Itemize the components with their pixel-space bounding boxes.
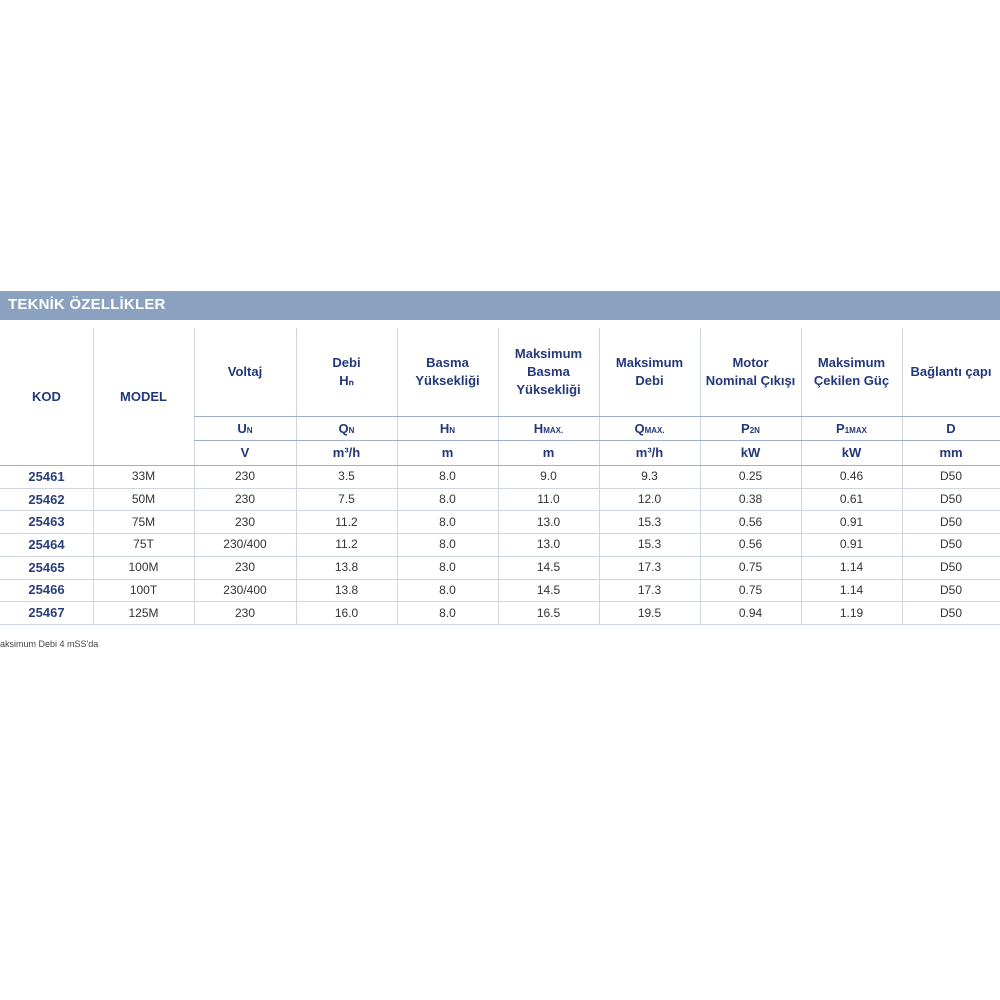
table-cell: 1.19: [839, 605, 864, 620]
symbol-subscript: MAX.: [644, 426, 665, 435]
table-cell: 8.0: [439, 605, 456, 620]
column-unit: m³/h: [635, 445, 664, 460]
symbol-subscript: N: [348, 426, 355, 435]
table-cell: 0.94: [738, 605, 763, 620]
table-cell: 7.5: [338, 492, 355, 507]
table-cell: 3.5: [338, 469, 355, 484]
table-cell: 230: [234, 560, 256, 575]
symbol-main: H: [439, 420, 450, 436]
column-divider: [498, 328, 499, 624]
column-header: Maksimum Çekilen Güç: [813, 355, 890, 388]
row-code: 25461: [28, 468, 65, 484]
table-cell: 125M: [128, 605, 159, 620]
table-cell: 0.75: [738, 560, 763, 575]
column-symbol: [902, 416, 1000, 440]
table-cell: 0.25: [738, 469, 763, 484]
table-cell: 0.91: [839, 537, 864, 552]
column-divider: [296, 328, 297, 624]
table-cell: 8.0: [439, 492, 456, 507]
table-cell: 1.14: [839, 582, 864, 597]
column-symbol: [194, 416, 296, 440]
row-code: 25465: [28, 559, 65, 575]
column-unit: kW: [841, 445, 862, 460]
column-header: Bağlantı çapı: [910, 364, 992, 379]
table-cell: 8.0: [439, 560, 456, 575]
symbol-subscript: 1MAX: [844, 426, 867, 435]
column-unit: m³/h: [332, 445, 361, 460]
table-cell: 14.5: [536, 560, 561, 575]
table-cell: 0.91: [839, 514, 864, 529]
table-cell: 17.3: [637, 560, 662, 575]
row-divider: [0, 624, 1000, 625]
table-cell: D50: [939, 582, 962, 597]
title-bar: [0, 291, 1000, 320]
column-symbol: [296, 416, 397, 440]
symbol-main: U: [237, 420, 247, 436]
column-symbol: [498, 416, 599, 440]
table-cell: 13.0: [536, 514, 561, 529]
table-cell: 100M: [128, 560, 159, 575]
symbol-main: Q: [338, 420, 349, 436]
symbol-subscript: 2N: [749, 426, 760, 435]
table-cell: 230/400: [223, 582, 267, 597]
symbol-divider: [194, 440, 1000, 441]
table-cell: 8.0: [439, 582, 456, 597]
table-cell: 12.0: [637, 492, 662, 507]
table-cell: 0.38: [738, 492, 763, 507]
table-cell: 13.8: [334, 560, 359, 575]
table-cell: 33M: [131, 469, 156, 484]
table-cell: D50: [939, 605, 962, 620]
symbol-subscript: MAX.: [543, 426, 564, 435]
column-symbol: [700, 416, 801, 440]
table-cell: 0.61: [839, 492, 864, 507]
table-title: TEKNİK ÖZELLİKLER: [8, 296, 166, 313]
table-cell: 11.2: [335, 537, 358, 552]
table-cell: 100T: [129, 582, 158, 597]
column-header: Debi Hₙ: [332, 355, 361, 388]
column-unit: m: [441, 445, 454, 460]
table-cell: 15.3: [637, 514, 662, 529]
column-header: Basma Yüksekliği: [415, 355, 480, 388]
table-cell: 8.0: [439, 537, 456, 552]
table-cell: 19.5: [637, 605, 662, 620]
column-divider: [599, 328, 600, 624]
column-divider: [93, 328, 94, 624]
table-cell: D50: [939, 492, 962, 507]
table-cell: 0.75: [738, 582, 763, 597]
table-cell: D50: [939, 469, 962, 484]
table-cell: 13.8: [334, 582, 359, 597]
table-cell: 15.3: [637, 537, 662, 552]
row-code: 25466: [28, 582, 65, 598]
table-cell: 1.14: [839, 560, 864, 575]
table-cell: 9.3: [641, 469, 658, 484]
table-cell: 230: [234, 605, 256, 620]
table-cell: 75M: [131, 514, 156, 529]
unit-divider: [0, 465, 1000, 466]
table-cell: 11.2: [335, 514, 358, 529]
table-cell: 50M: [131, 492, 156, 507]
column-divider: [902, 328, 903, 624]
column-symbol: [397, 416, 498, 440]
row-code: 25464: [28, 536, 65, 552]
footnote: aksimum Debi 4 mSS'da: [0, 639, 99, 649]
symbol-main: H: [533, 420, 544, 436]
table-cell: 230: [234, 492, 256, 507]
table-cell: D50: [939, 560, 962, 575]
column-header: Maksimum Debi: [615, 355, 684, 388]
column-header: Maksimum Basma Yüksekliği: [514, 346, 583, 397]
column-unit: kW: [740, 445, 761, 460]
table-cell: 0.56: [738, 537, 763, 552]
column-header: KOD: [32, 388, 61, 404]
table-cell: 9.0: [540, 469, 557, 484]
column-header: Voltaj: [227, 364, 263, 379]
column-unit: m: [542, 445, 555, 460]
symbol-subscript: N: [449, 426, 456, 435]
header-divider: [194, 416, 1000, 417]
column-symbol: [599, 416, 700, 440]
symbol-main: D: [946, 420, 956, 436]
symbol-subscript: N: [246, 426, 253, 435]
table-cell: 8.0: [439, 469, 456, 484]
table-cell: 13.0: [536, 537, 561, 552]
table-cell: D50: [939, 537, 962, 552]
column-divider: [194, 328, 195, 624]
column-symbol: [801, 416, 902, 440]
column-divider: [700, 328, 701, 624]
table-cell: 75T: [133, 537, 154, 552]
table-cell: 0.56: [738, 514, 763, 529]
column-unit: mm: [939, 445, 963, 460]
column-header: Motor Nominal Çıkışı: [705, 355, 796, 388]
row-code: 25467: [28, 605, 65, 621]
table-cell: D50: [939, 514, 962, 529]
symbol-main: P: [741, 420, 750, 436]
table-cell: 230: [234, 469, 256, 484]
row-code: 25462: [28, 491, 65, 507]
symbol-main: P: [836, 420, 845, 436]
column-header: MODEL: [120, 388, 167, 404]
table-cell: 8.0: [439, 514, 456, 529]
row-code: 25463: [28, 514, 65, 530]
column-divider: [397, 328, 398, 624]
table-cell: 230: [234, 514, 256, 529]
table-cell: 0.46: [839, 469, 864, 484]
table-cell: 14.5: [536, 582, 561, 597]
table-cell: 11.0: [537, 492, 560, 507]
table-cell: 16.0: [334, 605, 359, 620]
table-cell: 230/400: [223, 537, 267, 552]
symbol-main: Q: [634, 420, 645, 436]
column-divider: [801, 328, 802, 624]
table-cell: 16.5: [536, 605, 561, 620]
column-unit: V: [240, 445, 250, 460]
table-cell: 17.3: [637, 582, 662, 597]
